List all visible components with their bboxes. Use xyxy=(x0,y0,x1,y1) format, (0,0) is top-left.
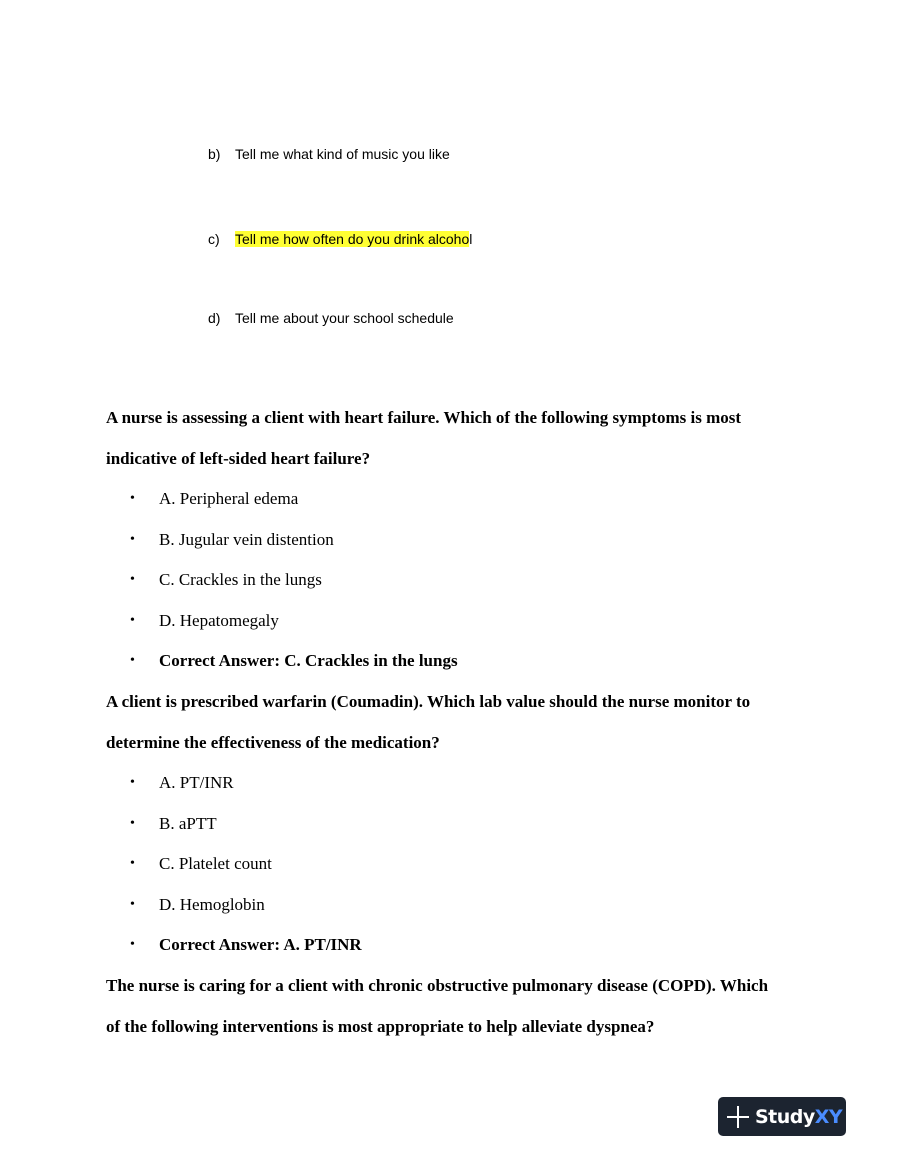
correct-answer-text: Correct Answer: C. Crackles in the lungs xyxy=(159,651,458,671)
correct-answer-text: Correct Answer: A. PT/INR xyxy=(159,935,362,955)
answer-text: A. PT/INR xyxy=(159,773,234,792)
studyxy-logo[interactable] xyxy=(718,1097,846,1136)
answer-text: C. Crackles in the lungs xyxy=(159,570,322,590)
option-letter: c) xyxy=(208,231,220,247)
option-text: Tell me about your school schedule xyxy=(235,310,454,326)
answer-text: B. Jugular vein distention xyxy=(159,529,334,549)
answer-text: B. aPTT xyxy=(159,813,217,833)
bullet-icon: • xyxy=(130,815,135,831)
answer-text: D. Hemoglobin xyxy=(159,894,265,914)
bullet-icon: • xyxy=(130,896,135,912)
question-line: A client is prescribed warfarin (Coumadin). Which lab value should the nurse monitor to xyxy=(106,692,751,711)
question-line: determine the effectiveness of the medication? xyxy=(106,733,440,752)
bullet-icon: • xyxy=(130,856,135,872)
option-text-highlighted: Tell me how often do you drink alcoho xyxy=(235,231,470,247)
bullet-icon: • xyxy=(130,572,135,588)
question-heading xyxy=(106,692,826,753)
bullet-icon: • xyxy=(130,937,135,953)
bullet-icon: • xyxy=(130,653,135,669)
option-b xyxy=(208,145,450,163)
bullet-icon: • xyxy=(130,531,135,547)
logo-text-study: Study xyxy=(755,1105,815,1128)
logo-text-xy: XY xyxy=(814,1105,843,1128)
question-line: of the following interventions is most appropriate to help alleviate dyspnea? xyxy=(106,1017,655,1036)
bullet-icon: • xyxy=(130,491,135,506)
question-heading xyxy=(106,976,826,1037)
answer-text: C. Platelet count xyxy=(159,854,272,874)
question-line: indicative of left-sided heart failure? xyxy=(106,449,371,468)
plus-icon xyxy=(727,1106,749,1128)
question-heading xyxy=(106,408,826,469)
logo-wordmark xyxy=(755,1106,842,1128)
bullet-icon: • xyxy=(130,775,135,790)
question-line: A nurse is assessing a client with heart failure. Which of the following symptoms is most xyxy=(106,408,742,427)
option-letter: b) xyxy=(208,146,221,162)
answer-text: A. Peripheral edema xyxy=(159,489,299,508)
option-c xyxy=(208,230,472,248)
option-letter: d) xyxy=(208,310,221,326)
option-text-rest: l xyxy=(469,231,473,247)
question-line: The nurse is caring for a client with chronic obstructive pulmonary disease (COPD). Which xyxy=(106,976,769,995)
option-d xyxy=(208,309,454,327)
answer-text: D. Hepatomegaly xyxy=(159,610,279,630)
bullet-icon: • xyxy=(130,612,135,628)
option-text: Tell me what kind of music you like xyxy=(235,146,450,162)
